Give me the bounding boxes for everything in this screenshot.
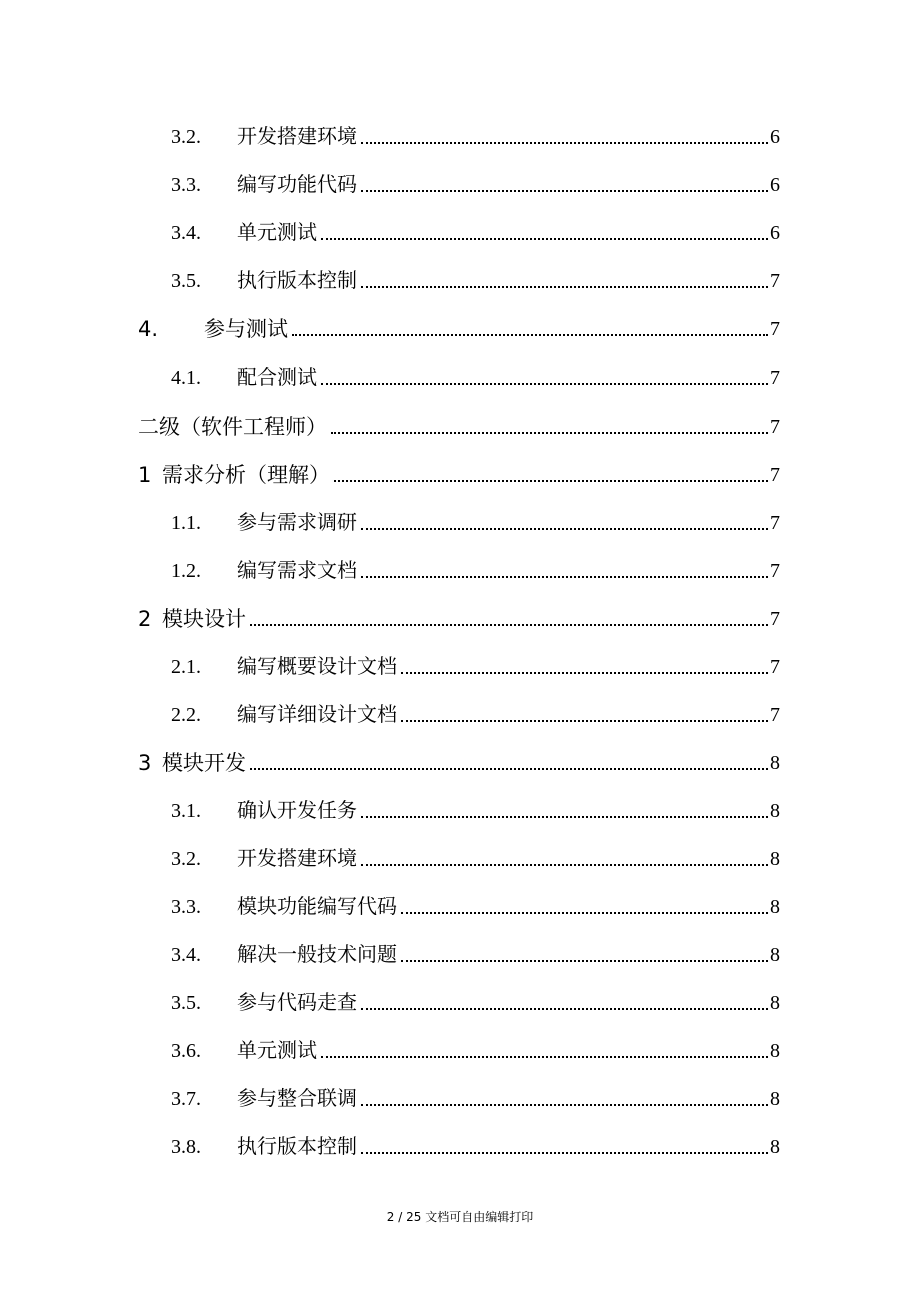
dot-leader [321, 383, 768, 385]
toc-entry-page: 8 [770, 1136, 780, 1158]
dot-leader [401, 912, 768, 914]
toc-entry[interactable] [171, 120, 780, 150]
dot-leader [401, 720, 768, 722]
toc-entry[interactable] [138, 458, 780, 488]
toc-entry-title: 参与测试 [204, 317, 288, 341]
toc-entry-page: 7 [770, 464, 780, 486]
toc-entry-page: 6 [770, 174, 780, 196]
toc-entry-number: 4. [138, 317, 159, 341]
toc-entry-title: 配合测试 [237, 367, 317, 389]
toc-entry[interactable] [171, 506, 780, 536]
toc-entry-page: 7 [770, 318, 780, 340]
toc-entry-title: 执行版本控制 [237, 270, 357, 292]
toc-entry-page: 8 [770, 1040, 780, 1062]
toc-entry-number: 3.4. [171, 944, 201, 966]
toc-entry-title: 开发搭建环境 [237, 848, 357, 870]
toc-entry[interactable] [138, 312, 780, 342]
toc-entry-title: 编写需求文档 [237, 560, 357, 582]
dot-leader [401, 672, 768, 674]
toc-entry-page: 7 [770, 656, 780, 678]
dot-leader [331, 432, 768, 434]
toc-entry-page: 8 [770, 992, 780, 1014]
toc-entry-number: 3.5. [171, 992, 201, 1014]
toc-entry-title: 模块设计 [162, 607, 246, 631]
toc-entry[interactable] [138, 746, 780, 776]
toc-entry-page: 7 [770, 270, 780, 292]
dot-leader [250, 768, 768, 770]
toc-entry-title: 参与代码走查 [237, 992, 357, 1014]
dot-leader [361, 190, 768, 192]
toc-entry[interactable] [171, 361, 780, 391]
toc-entry[interactable] [171, 842, 780, 872]
toc-entry[interactable] [171, 794, 780, 824]
toc-entry-number: 2 [138, 607, 152, 631]
toc-entry-number: 2.2. [171, 704, 201, 726]
toc-entry-number: 3.4. [171, 222, 201, 244]
toc-entry-number: 3.1. [171, 800, 201, 822]
dot-leader [361, 528, 768, 530]
toc-entry-page: 8 [770, 896, 780, 918]
dot-leader [334, 480, 768, 482]
toc-entry-number: 2.1. [171, 656, 201, 678]
toc-entry-title: 解决一般技术问题 [237, 944, 397, 966]
toc-entry-number: 4.1. [171, 367, 201, 389]
dot-leader [361, 286, 768, 288]
toc-entry-title: 模块开发 [162, 751, 246, 775]
dot-leader [321, 1056, 768, 1058]
toc-entry-title: 确认开发任务 [237, 800, 357, 822]
toc-entry-title: 模块功能编写代码 [237, 896, 397, 918]
toc-entry-title: 需求分析（理解） [162, 463, 330, 487]
toc-entry[interactable] [171, 264, 780, 294]
toc-entry-page: 8 [770, 1088, 780, 1110]
dot-leader [321, 238, 768, 240]
toc-entry-number: 3.2. [171, 848, 201, 870]
toc-entry-number: 3.7. [171, 1088, 201, 1110]
toc-entry-page: 8 [770, 752, 780, 774]
toc-entry-page: 6 [770, 222, 780, 244]
toc-entry[interactable] [171, 1082, 780, 1112]
toc-entry-number: 1.2. [171, 560, 201, 582]
toc-entry[interactable] [171, 216, 780, 246]
toc-entry-page: 7 [770, 367, 780, 389]
toc-entry-title: 编写功能代码 [237, 174, 357, 196]
dot-leader [361, 1008, 768, 1010]
dot-leader [361, 864, 768, 866]
toc-entry-number: 3.2. [171, 126, 201, 148]
toc-entry-title: 二级（软件工程师） [138, 415, 327, 439]
toc-entry-title: 参与需求调研 [237, 512, 357, 534]
toc-entry-title: 单元测试 [237, 1040, 317, 1062]
page-footer: 2 / 25 文档可自由编辑打印 [386, 1210, 534, 1224]
dot-leader [401, 960, 768, 962]
toc-entry-title: 编写概要设计文档 [237, 656, 397, 678]
dot-leader [250, 624, 768, 626]
toc-entry-page: 8 [770, 944, 780, 966]
toc-entry-page: 7 [770, 608, 780, 630]
dot-leader [292, 334, 768, 336]
toc-entry[interactable] [138, 602, 780, 632]
toc-entry-page: 8 [770, 800, 780, 822]
toc-entry-number: 3.3. [171, 896, 201, 918]
dot-leader [361, 1104, 768, 1106]
dot-leader [361, 1152, 768, 1154]
toc-entry[interactable] [171, 698, 780, 728]
toc-entry[interactable] [171, 890, 780, 920]
toc-entry-number: 3.3. [171, 174, 201, 196]
toc-entry-title: 编写详细设计文档 [237, 704, 397, 726]
toc-entry[interactable] [171, 938, 780, 968]
toc-entry[interactable] [171, 1034, 780, 1064]
toc-entry-page: 8 [770, 848, 780, 870]
toc-entry-number: 1 [138, 463, 152, 487]
dot-leader [361, 576, 768, 578]
toc-entry-page: 6 [770, 126, 780, 148]
toc-entry-number: 3.5. [171, 270, 201, 292]
toc-entry-page: 7 [770, 704, 780, 726]
toc-entry-page: 7 [770, 512, 780, 534]
toc-entry[interactable] [171, 986, 780, 1016]
toc-entry[interactable] [138, 410, 780, 440]
toc-entry-title: 单元测试 [237, 222, 317, 244]
toc-entry-page: 7 [770, 416, 780, 438]
toc-entry-page: 7 [770, 560, 780, 582]
toc-entry[interactable] [171, 1130, 780, 1160]
toc-entry-title: 参与整合联调 [237, 1088, 357, 1110]
toc-entry-number: 3 [138, 751, 152, 775]
toc-entry[interactable] [171, 168, 780, 198]
toc-entry-number: 1.1. [171, 512, 201, 534]
toc-entry[interactable] [171, 554, 780, 584]
toc-entry-number: 3.6. [171, 1040, 201, 1062]
toc-entry-title: 开发搭建环境 [237, 126, 357, 148]
toc-entry-title: 执行版本控制 [237, 1136, 357, 1158]
dot-leader [361, 142, 768, 144]
toc-entry-number: 3.8. [171, 1136, 201, 1158]
toc-entry[interactable] [171, 650, 780, 680]
dot-leader [361, 816, 768, 818]
